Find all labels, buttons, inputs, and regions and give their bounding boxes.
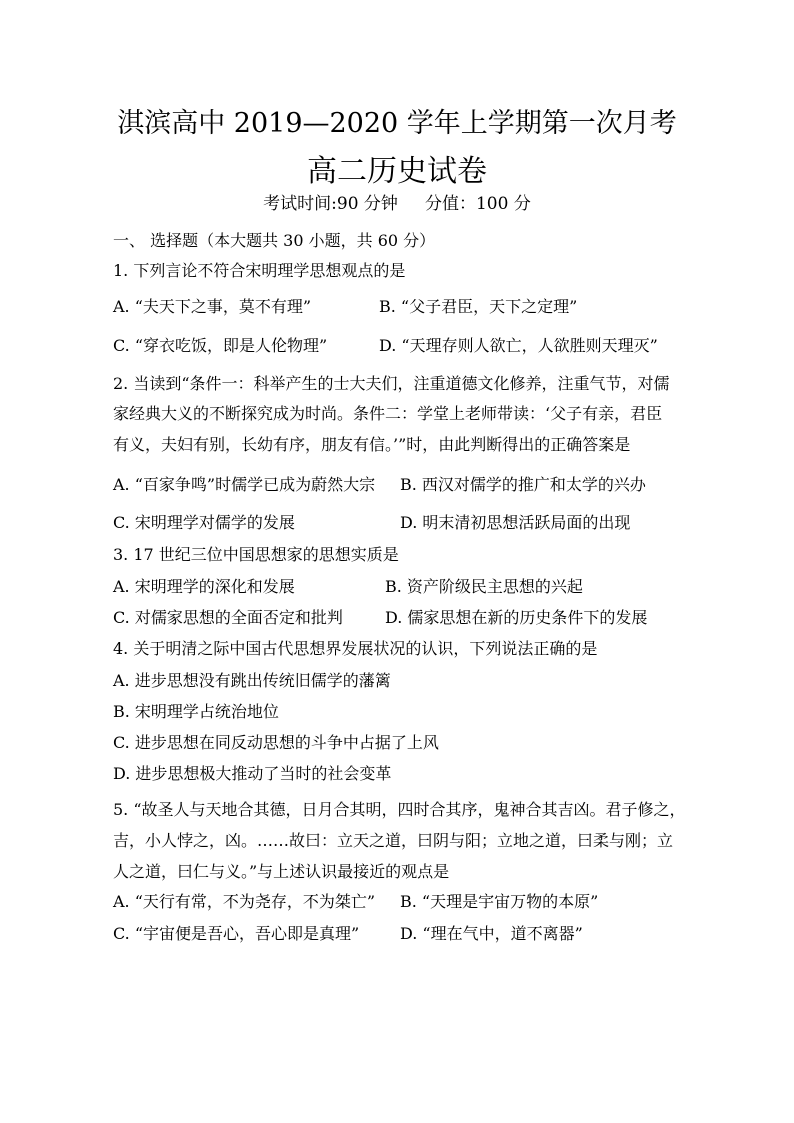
question-5-stem-line-1: 5. “故圣人与天地合其德，日月合其明，四时合其序，鬼神合其吉凶。君子修之， (113, 800, 686, 819)
question-3-stem: 3. 17 世纪三位中国思想家的思想实质是 (113, 545, 399, 564)
exam-subtitle: 高二历史试卷 (307, 154, 487, 189)
question-2-stem-line-3: 有义，夫妇有别，长幼有序，朋友有信。’”时，由此判断得出的正确答案是 (113, 435, 631, 454)
question-3-option-b: B. 资产阶级民主思想的兴起 (385, 577, 583, 596)
exam-score: 分值：100 分 (424, 194, 531, 214)
question-5-option-d: D. “理在气中，道不离器” (400, 924, 583, 943)
question-5-option-c: C. “宇宙便是吾心，吾心即是真理” (113, 924, 360, 943)
question-4-option-b: B. 宋明理学占统治地位 (113, 702, 279, 721)
exam-meta (0, 189, 794, 214)
question-5-stem-line-3: 人之道，曰仁与义。”与上述认识最接近的观点是 (113, 862, 450, 881)
question-4-option-a: A. 进步思想没有跳出传统旧儒学的藩篱 (113, 671, 391, 690)
question-4-option-c: C. 进步思想在同反动思想的斗争中占据了上风 (113, 733, 439, 752)
question-5-stem-line-2: 吉，小人悖之，凶。……故曰：立天之道，曰阴与阳；立地之道，曰柔与刚；立 (113, 831, 674, 850)
question-1-option-c: C. “穿衣吃饭，即是人伦物理” (113, 336, 328, 355)
question-4-option-d: D. 进步思想极大推动了当时的社会变革 (113, 764, 392, 783)
question-1-option-a: A. “夫天下之事，莫不有理” (113, 297, 312, 316)
exam-title: 淇滨高中 2019—2020 学年上学期第一次月考 (117, 108, 677, 139)
question-2-option-c: C. 宋明理学对儒学的发展 (113, 513, 295, 532)
question-5-option-a: A. “天行有常，不为尧存，不为桀亡” (113, 892, 376, 911)
question-1-stem: 1. 下列言论不符合宋明理学思想观点的是 (113, 261, 406, 280)
question-5-option-b: B. “天理是宇宙万物的本原” (400, 892, 599, 911)
question-3-option-c: C. 对儒家思想的全面否定和批判 (113, 608, 343, 627)
question-3-option-d: D. 儒家思想在新的历史条件下的发展 (385, 608, 648, 627)
question-2-stem-line-2: 家经典大义的不断探究成为时尚。条件二：学堂上老师带读：‘父子有亲，君臣 (113, 404, 663, 423)
question-1-option-d: D. “天理存则人欲亡，人欲胜则天理灭” (379, 336, 658, 355)
section-title: 一、 选择题（本大题共 30 小题，共 60 分） (113, 231, 436, 250)
exam-time: 考试时间:90 分钟 (263, 194, 398, 214)
question-2-option-a: A. “百家争鸣”时儒学已成为蔚然大宗 (113, 475, 376, 494)
question-4-stem: 4. 关于明清之际中国古代思想界发展状况的认识，下列说法正确的是 (113, 639, 598, 658)
question-2-stem-line-1: 2. 当读到“条件一：科举产生的士大夫们，注重道德文化修养，注重气节，对儒 (113, 374, 670, 393)
question-3-option-a: A. 宋明理学的深化和发展 (113, 577, 295, 596)
question-1-option-b: B. “父子君臣，天下之定理” (379, 297, 578, 316)
question-2-option-b: B. 西汉对儒学的推广和太学的兴办 (400, 475, 646, 494)
question-2-option-d: D. 明末清初思想活跃局面的出现 (400, 513, 631, 532)
